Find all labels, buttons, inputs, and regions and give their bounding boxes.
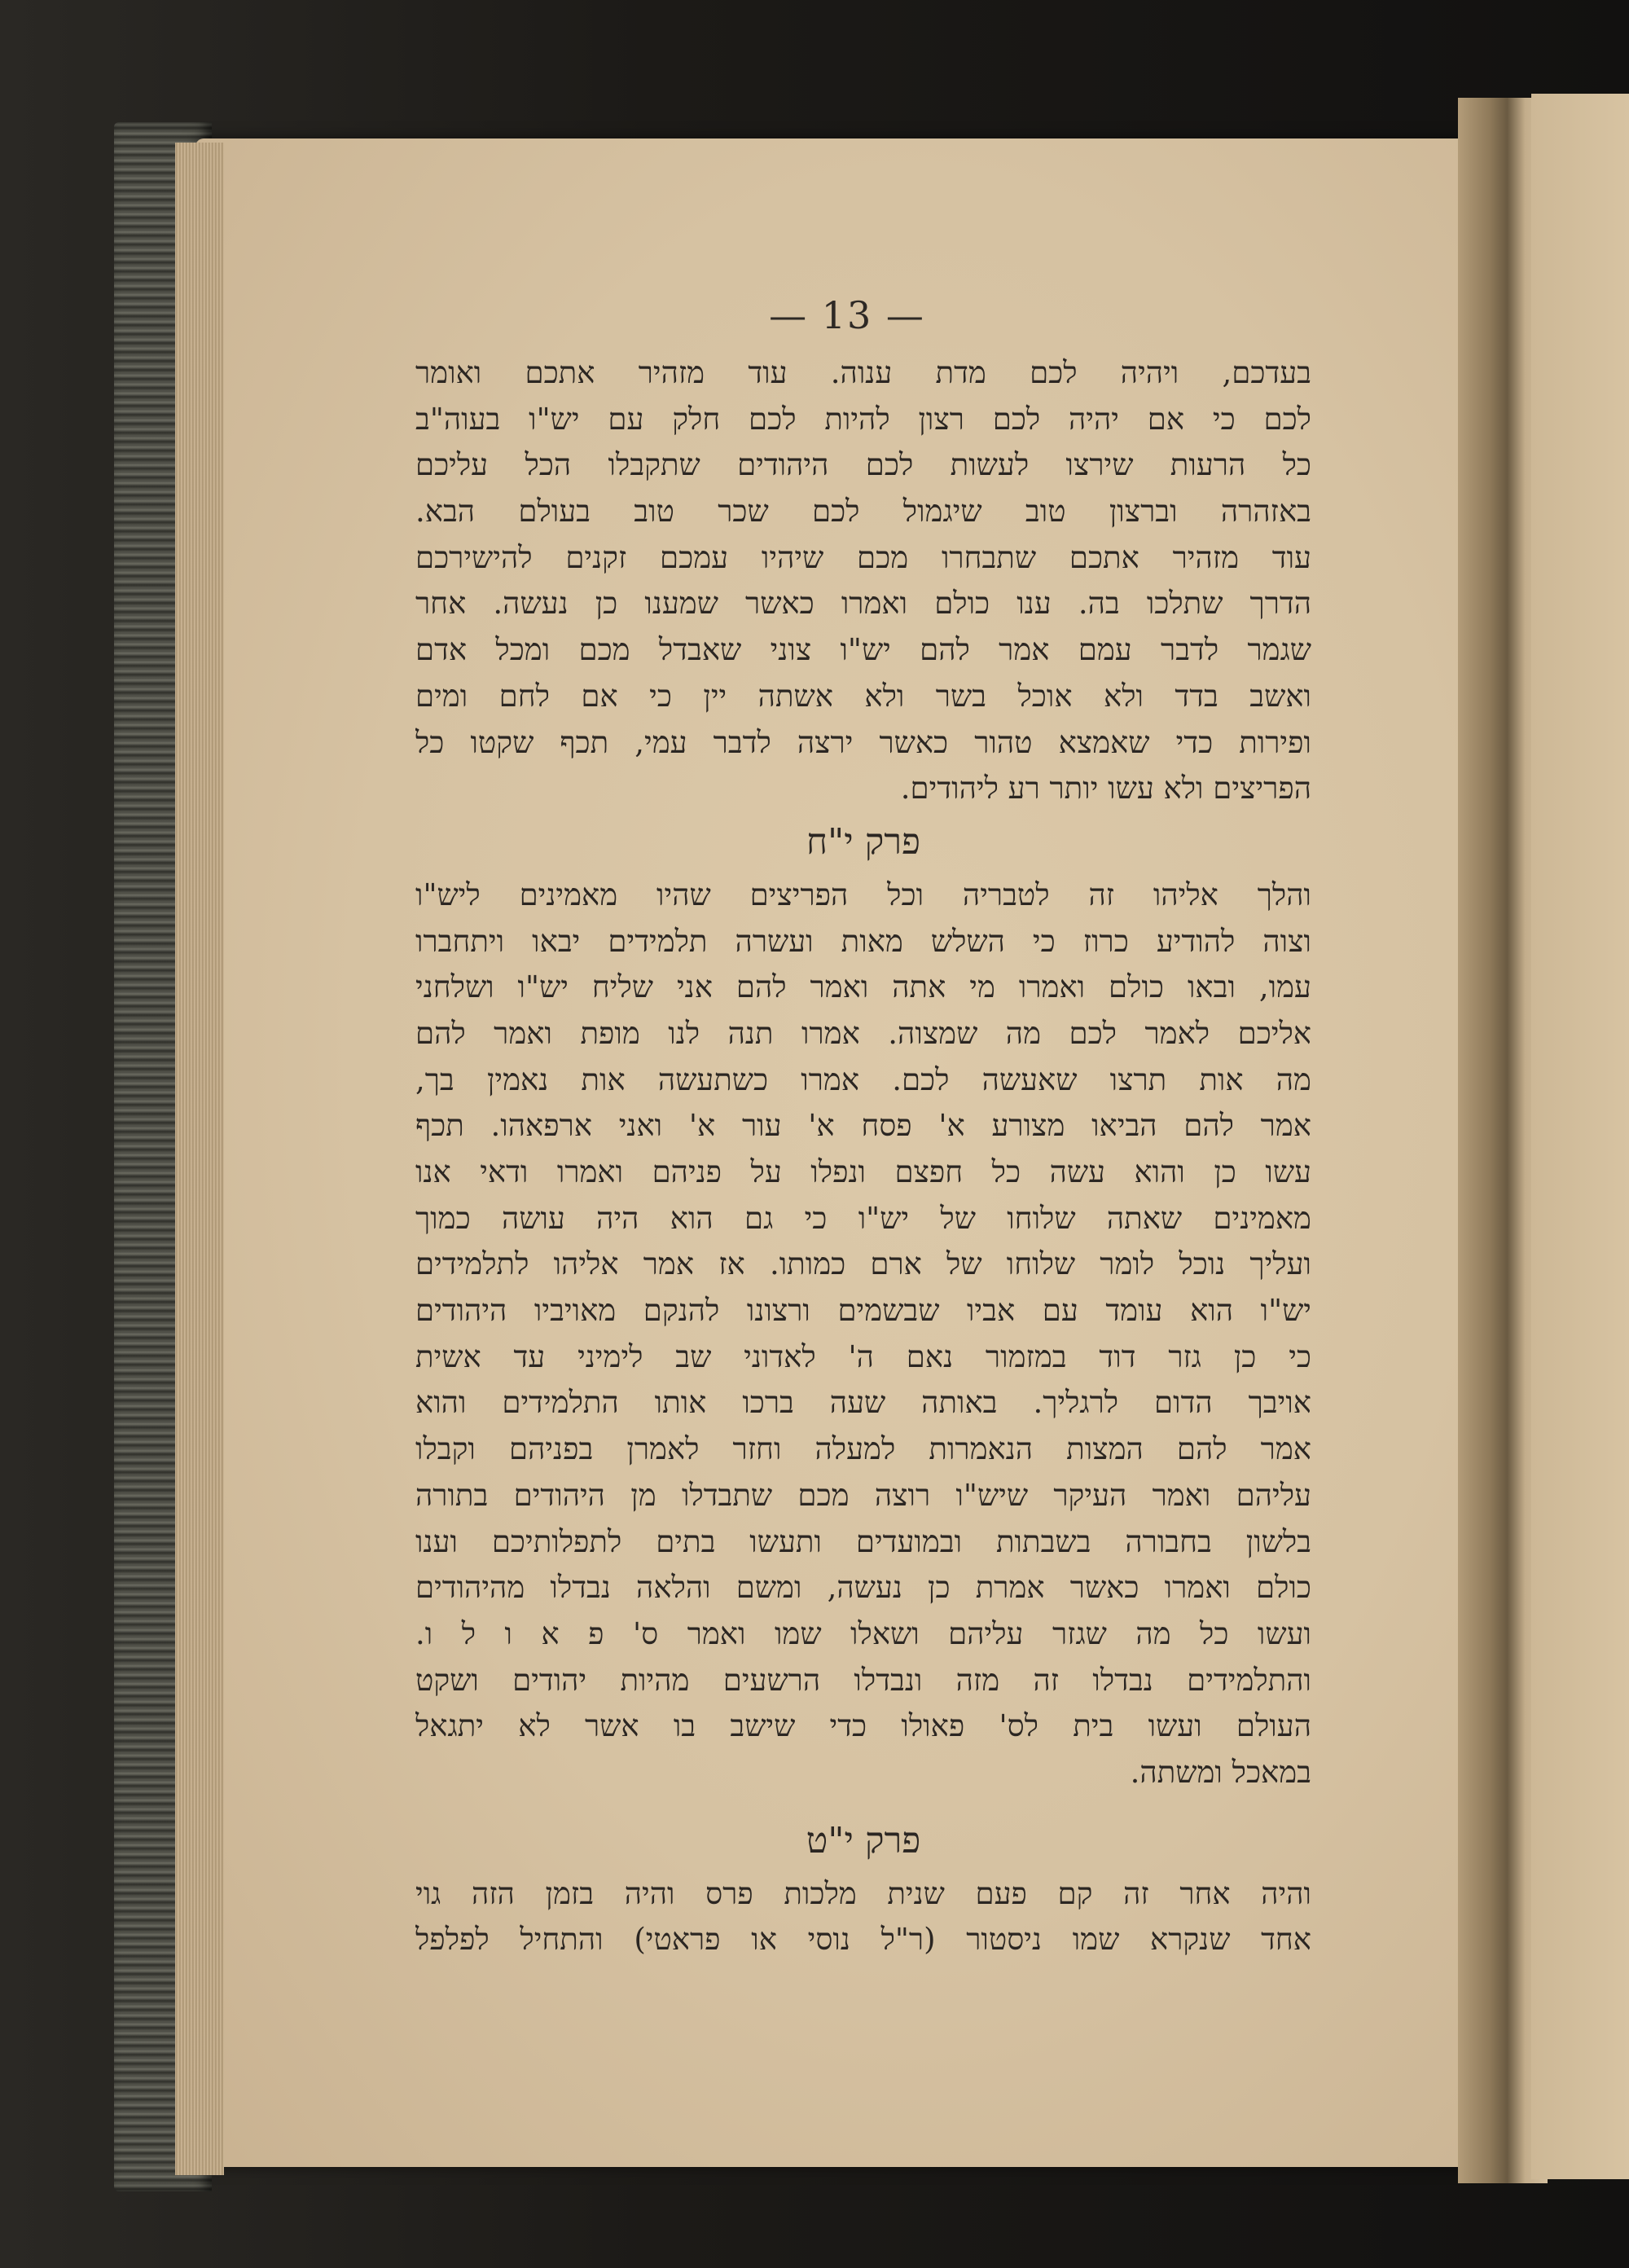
text-line: מאמינים שאתה שלוחו של יש"ו כי גם הוא היה עושה כמוך (415, 1200, 1311, 1236)
text-line: אליכם לאמר לכם מה שמצוה. אמרו תנה לנו מופת ואמר להם (415, 1015, 1311, 1051)
text-line: בלשון בחבורה בשבתות ובמועדים ותעשו בתים לתפלותיכם וענו (415, 1523, 1311, 1559)
chapter-heading: פרק י"ח (806, 820, 920, 863)
text-line: ועשו כל מה שגזר עליהם ושאלו שמו ואמר ס' פ א ו ל ו. (415, 1615, 1311, 1651)
page-number: — 13 — (769, 293, 925, 337)
text-line: והלך אליהו זה לטבריה וכל הפריצים שהיו מאמינים ליש"ו (415, 877, 1311, 912)
text-line: באזהרה וברצון טוב שיגמול לכם שכר טוב בעולם הבא. (415, 494, 1311, 530)
text-line: הפריצים ולא עשו יותר רע ליהודים. (900, 771, 1311, 807)
text-line: ופירות כדי שאמצא טהור כאשר ירצה לדבר עמי, תכף שקטו כל (415, 724, 1311, 760)
page-stack-edges (175, 143, 224, 2175)
section-3 (415, 1871, 1311, 1963)
text-line: והתלמידים נבדלו זה מזה ונבדלו הרשעים מהיות יהודים ושקט (415, 1662, 1311, 1698)
text-line: כל הרעות שירצו לעשות לכם היהודים שתקבלו הכל עליכם (415, 447, 1311, 483)
facing-page-edge (1531, 94, 1629, 2179)
text-line: אמר להם הביאו מצורע א' פסח א' עור א' ואני ארפאהו. תכף (415, 1108, 1311, 1144)
text-line: לכם כי אם יהיה לכם רצון להיות לכם חלק עם יש"ו בעוה"ב (415, 401, 1311, 437)
text-line: אמר להם המצות הנאמרות למעלה וחזר לאמרן בפניהם וקבלו (415, 1431, 1311, 1467)
text-line: אויבך הדום לרגליך. באותה שעה ברכו אותו התלמידים והוא (415, 1385, 1311, 1421)
text-line: כי כן גזר דוד במזמור נאם ה' לאדוני שב לימיני עד אשית (415, 1338, 1311, 1374)
text-line: עליהם ואמר העיקר שיש"ו רוצה מכם שתבדלו מן היהודים בתורה (415, 1477, 1311, 1513)
text-line: ועליך נוכל לומר שלוחו של ארם כמותו. אז אמר אליהו לתלמידים (415, 1246, 1311, 1282)
text-line: אחד שנקרא שמו ניסטור (ר"ל נוסי או פראטי) והתחיל לפלפל (415, 1922, 1311, 1958)
page-text (415, 350, 1311, 1963)
text-line: עשו כן והוא עשה כל חפצם ונפלו על פניהם ואמרו ודאי אנו (415, 1154, 1311, 1189)
text-line: וצוה להודיע כרוז כי השלש מאות ועשרה תלמידים יבאו ויתחברו (415, 923, 1311, 959)
text-line: שגמר לדבר עמם אמר להם יש"ו צוני שאבדל מכם ומכל אדם (415, 632, 1311, 668)
text-line: יש"ו הוא עומד עם אביו שבשמים ורצונו להנקם מאויביו היהודים (415, 1293, 1311, 1329)
text-line: ואשב בדד ולא אוכל בשר ולא אשתה יין כי אם לחם ומים (415, 678, 1311, 714)
section-2 (415, 872, 1311, 1796)
text-line: כולם ואמרו כאשר אמרת כן נעשה, ומשם והלאה נבדלו מהיהודים (415, 1570, 1311, 1606)
text-line: מה אות תרצו שאעשה לכם. אמרו כשתעשה אות נאמין בך, (415, 1061, 1311, 1097)
text-line: והיה אחר זה קם פעם שנית מלכות פרס והיה בזמן הזה גוי (415, 1875, 1311, 1911)
text-line: העולם ועשו בית לס' פאולו כדי שישב בו אשר לא יתגאל (415, 1708, 1311, 1744)
text-line: בעדכם, ויהיה לכם מדת ענוה. עוד מזהיר אתכם ואומר (415, 355, 1311, 390)
text-line: עמו, ובאו כולם ואמרו מי אתה ואמר להם אני שליח יש"ו ושלחני (415, 969, 1311, 1005)
section-1 (415, 350, 1311, 812)
text-line: הדרך שתלכו בה. ענו כולם ואמרו כאשר שמענו כן נעשה. אחר (415, 586, 1311, 622)
chapter-heading: פרק י"ט (806, 1819, 921, 1861)
text-line: במאכל ומשתה. (1130, 1754, 1311, 1790)
text-line: עוד מזהיר אתכם שתבחרו מכם שיהיו עמכם זקנים להישירכם (415, 539, 1311, 575)
